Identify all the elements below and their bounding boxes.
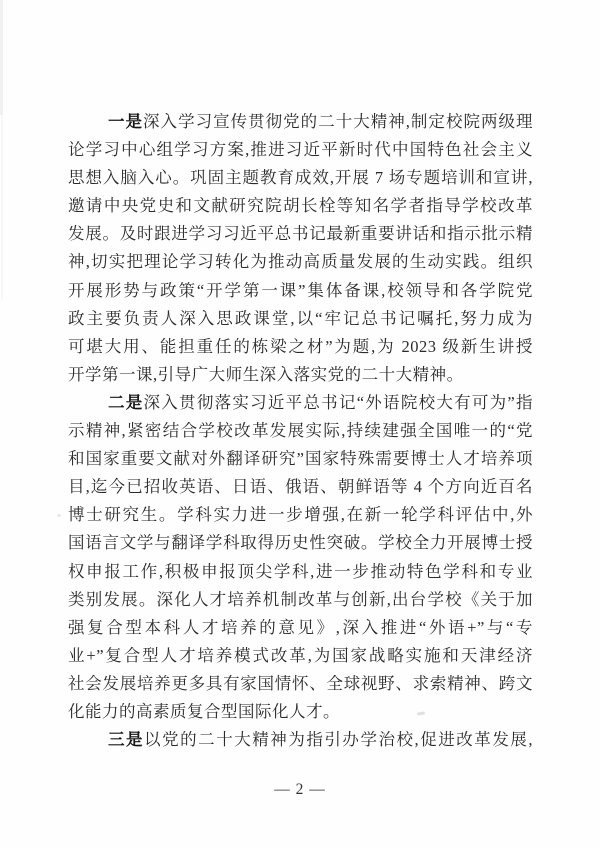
text-line: 开学第一课,引导广大师生深入落实党的二十大精神。 (68, 364, 464, 384)
text-line: 神,切实把理论学习转化为推动高质量发展的生动实践。组织 (68, 252, 533, 272)
paragraph-lead: 二是 (108, 393, 144, 412)
paragraph-lead: 三是 (108, 731, 145, 750)
text-line (68, 108, 533, 136)
paragraph-3 (68, 726, 533, 754)
scan-edge-artifact-faint (1, 0, 3, 300)
text-line: 国语言文学与翻译学科取得历史性突破。学校全力开展博士授 (68, 533, 533, 553)
text-line: 论学习中心组学习方案,推进习近平新时代中国特色社会主义 (68, 140, 533, 160)
paragraph-lead: 一是 (108, 113, 144, 131)
paragraph-2 (68, 389, 533, 726)
document-body (68, 108, 533, 754)
text-line: 类别发展。深化人才培养机制改革与创新,出台学校《关于加 (68, 589, 533, 609)
page-number: — 2 — (274, 781, 326, 798)
text-line: 权申报工作,积极申报顶尖学科,进一步推动特色学科和专业 (68, 561, 533, 581)
text-line: 可堪大用、能担重任的栋梁之材”为题,为 2023 级新生讲授 (68, 336, 533, 356)
text-line: 化能力的高素质复合型国际化人才。 (68, 701, 340, 721)
text-run: 深入学习宣传贯彻党的二十大精神,制定校院两级理 (143, 112, 533, 131)
text-line: 邀请中央党史和文献研究院胡长栓等知名学者指导学校改革 (68, 196, 533, 216)
text-line: 发展。及时跟进学习习近平总书记最新重要讲话和指示批示精 (68, 224, 533, 244)
text-line: 政主要负责人深入思政课堂,以“牢记总书记嘱托,努力成为 (68, 308, 533, 328)
text-line: 目,迄今已招收英语、日语、俄语、朝鲜语等 4 个方向近百名 (68, 477, 533, 497)
text-line: 业+”复合型人才培养模式改革,为国家战略实施和天津经济 (68, 645, 533, 665)
text-line: 开展形势与政策“开学第一课”集体备课,校领导和各学院党 (68, 280, 533, 300)
text-line: 和国家重要文献对外翻译研究”国家特殊需要博士人才培养项 (68, 449, 533, 469)
text-line: 社会发展培养更多具有家国情怀、全球视野、求索精神、跨文 (68, 673, 533, 693)
paragraph-1 (68, 108, 533, 389)
text-line (68, 726, 533, 754)
text-line: 强复合型本科人才培养的意见》,深入推进“外语+”与“专 (68, 617, 533, 637)
text-line (68, 389, 533, 417)
text-line: 示精神,紧密结合学校改革发展实际,持续建强全国唯一的“党 (68, 421, 533, 441)
text-run: 深入贯彻落实习近平总书记“外语院校大有可为”指 (143, 392, 533, 412)
text-line: 博士研究生。学科实力进一步增强,在新一轮学科评估中,外 (68, 505, 533, 525)
scan-speck (57, 514, 61, 517)
text-run: 以党的二十大精神为指引办学治校,促进改革发展, (144, 730, 533, 750)
text-line: 思想入脑入心。巩固主题教育成效,开展 7 场专题培训和宣讲, (68, 168, 533, 188)
